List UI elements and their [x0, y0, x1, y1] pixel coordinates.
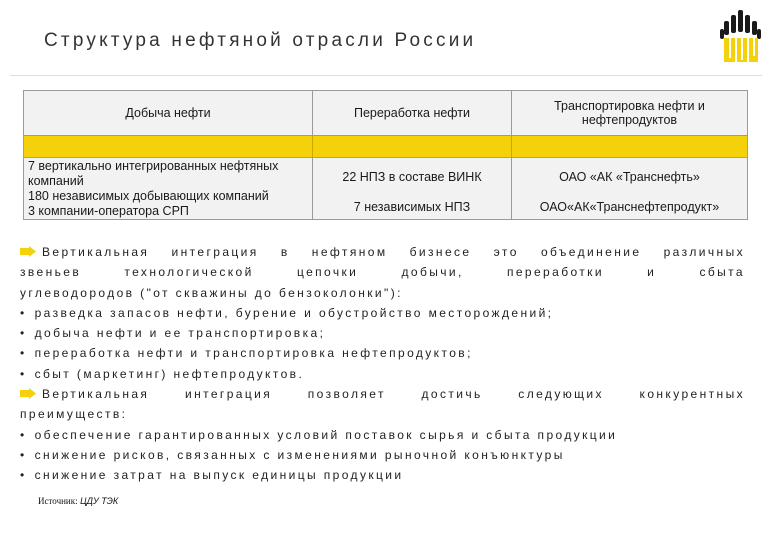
accent-band-cell [24, 136, 313, 158]
source-label: Источник: [38, 496, 78, 506]
header-production: Добыча нефти [24, 91, 313, 136]
list-item: • переработка нефти и транспортировка нефтепродуктов; [20, 346, 473, 361]
paragraph-line: звеньев технологической цепочки добычи, переработки и сбыта [20, 265, 745, 280]
arrow-bullet-icon [20, 388, 36, 399]
list-item: • разведка запасов нефти, бурение и обустройство месторождений; [20, 305, 554, 320]
list-item: ОАО «АК «Транснефть» [559, 170, 700, 184]
industry-structure-table [23, 90, 748, 220]
refining-cell [313, 158, 512, 220]
list-item: • сбыт (маркетинг) нефтепродуктов. [20, 366, 305, 381]
list-item: • добыча нефти и ее транспортировка; [20, 326, 326, 341]
header-transport: Транспортировка нефти и нефтепродуктов [512, 91, 748, 136]
list-item: • снижение затрат на выпуск единицы продукции [20, 468, 404, 483]
body-text [20, 242, 745, 486]
table-row [24, 158, 748, 220]
list-item: 7 независимых НПЗ [353, 200, 471, 214]
paragraph-line: углеводородов ("от скважины до бензоколонки"): [20, 285, 403, 300]
list-item: • обеспечение гарантированных условий поставок сырья и сбыта продукции [20, 427, 618, 442]
list-item: 7 вертикально интегрированных нефтяных компаний [28, 158, 279, 188]
list-item: 3 компании-оператора СРП [28, 203, 189, 218]
accent-band-row [24, 136, 748, 158]
source-note [38, 496, 118, 506]
title-divider [10, 75, 762, 76]
paragraph-line: Вертикальная интеграция в нефтяном бизнесе это объединение различных [20, 242, 745, 262]
company-logo-icon [718, 8, 764, 64]
list-item: 180 независимых добывающих компаний [28, 188, 269, 203]
transport-cell [512, 158, 748, 220]
page-title: Структура нефтяной отрасли России [44, 30, 477, 51]
header-refining: Переработка нефти [313, 91, 512, 136]
list-item: ОАО«АК«Транснефтепродукт» [539, 200, 720, 214]
production-cell [24, 158, 313, 220]
accent-band-cell [313, 136, 512, 158]
list-item: • снижение рисков, связанных с изменениями рыночной конъюнктуры [20, 447, 565, 462]
source-value: ЦДУ ТЭК [80, 496, 119, 506]
list-item: 22 НПЗ в составе ВИНК [342, 170, 482, 184]
paragraph-line: Вертикальная интеграция позволяет достичь следующих конкурентных [20, 384, 745, 404]
arrow-bullet-icon [20, 246, 36, 257]
accent-band-cell [512, 136, 748, 158]
paragraph-line: преимуществ: [20, 407, 128, 422]
table-header-row [24, 91, 748, 136]
